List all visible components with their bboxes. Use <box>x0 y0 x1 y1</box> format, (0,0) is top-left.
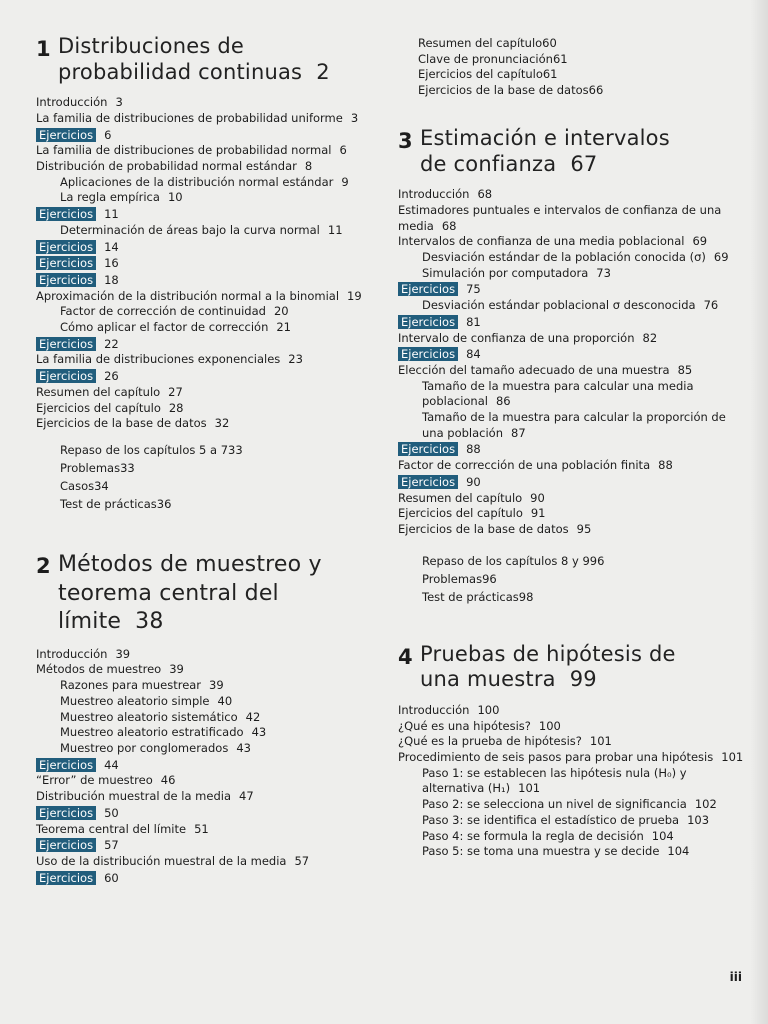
toc-entry <box>398 570 748 588</box>
toc-page-number: 90 <box>466 474 481 489</box>
toc-entry <box>398 458 748 474</box>
toc-entry-text: La regla empírica <box>60 190 160 205</box>
toc-entry-text: Distribución de probabilidad normal estándar <box>36 159 297 174</box>
toc-page-number: 73 <box>596 265 611 280</box>
toc-page-number: 50 <box>104 805 119 820</box>
toc-subentry <box>398 766 748 797</box>
toc-entry <box>398 363 748 379</box>
toc-entry-text: Muestreo aleatorio simple <box>60 693 210 708</box>
toc-entry-text: Ejercicios de la base de datos <box>36 416 207 431</box>
exercises-badge: Ejercicios <box>36 256 96 270</box>
toc-entry-text: Introducción <box>36 646 108 661</box>
toc-entry <box>36 441 386 459</box>
chapter-number: 2 <box>36 553 51 578</box>
exercises-entry <box>398 281 748 298</box>
toc-entry-text: Casos <box>60 478 95 493</box>
toc-entry-text: Elección del tamaño adecuado de una muestra <box>398 362 670 377</box>
exercises-badge: Ejercicios <box>36 758 96 772</box>
exercises-entry <box>36 336 386 353</box>
exercises-entry <box>36 757 386 774</box>
toc-page-number: 69 <box>713 250 729 265</box>
chapter-3-heading <box>398 126 748 187</box>
exercises-entry <box>36 127 386 144</box>
toc-subentry <box>36 175 386 191</box>
left-column <box>36 34 386 886</box>
toc-entry <box>36 773 386 789</box>
toc-page-number: 101 <box>589 734 612 749</box>
toc-entry-text: Repaso de los capítulos 8 y 9 <box>422 553 590 568</box>
review-list <box>398 552 748 606</box>
toc-page-number: 39 <box>209 678 224 693</box>
toc-entry-text: Razones para muestrear <box>60 678 202 693</box>
chapter-3-section <box>398 126 748 606</box>
toc-page-number: 11 <box>104 207 119 222</box>
toc-entry-text: Factor de corrección de una población finita <box>398 458 651 473</box>
toc-entry-text: Métodos de muestreo <box>36 662 162 677</box>
toc-entry-text: Repaso de los capítulos 5 a 7 <box>60 442 229 457</box>
toc-page-number: 39 <box>115 646 131 661</box>
toc-entry <box>418 83 748 99</box>
toc-entry <box>398 506 748 522</box>
toc-entry-text: Paso 5: se toma una muestra y se decide <box>422 844 660 859</box>
toc-page-number: 6 <box>104 127 112 142</box>
toc-page-number: 10 <box>167 190 183 205</box>
toc-page-number: 57 <box>104 838 119 853</box>
toc-entry-text: La familia de distribuciones exponenciales <box>36 352 281 367</box>
toc-entry <box>418 52 748 68</box>
toc-subentry <box>398 379 748 410</box>
toc-entry-text: Tamaño de la muestra para calcular la proporción de una población <box>422 410 726 440</box>
toc-page-number: 91 <box>530 506 546 521</box>
toc-entry-text: Introducción <box>398 187 470 202</box>
chapter-1-heading <box>36 34 386 95</box>
toc-entry-text: Paso 3: se identifica el estadístico de prueba <box>422 812 680 827</box>
toc-page-number: 102 <box>694 797 717 812</box>
exercises-badge: Ejercicios <box>398 282 458 296</box>
toc-page-number: 21 <box>276 320 291 335</box>
toc-page-number: 23 <box>288 352 303 367</box>
toc-entry <box>398 491 748 507</box>
chapter-title-line: límite <box>58 609 122 635</box>
chapter-title-line: de confianza <box>420 151 557 176</box>
toc-subentry <box>36 678 386 694</box>
toc-page-number: 16 <box>104 256 119 271</box>
toc-entry-text: Clave de pronunciación <box>418 51 553 66</box>
chapter-2-end-list <box>418 36 748 98</box>
toc-subentry <box>36 320 386 336</box>
toc-page-number: 96 <box>482 571 497 586</box>
toc-page-number: 66 <box>588 82 604 97</box>
exercises-badge: Ejercicios <box>398 315 458 329</box>
chapter-title <box>420 642 676 693</box>
toc-entry-text: Resumen del capítulo <box>418 36 543 50</box>
exercises-badge: Ejercicios <box>36 240 96 254</box>
toc-subentry <box>36 694 386 710</box>
toc-page-number: 101 <box>721 750 744 765</box>
toc-entry <box>36 385 386 401</box>
page-edge-shadow <box>750 0 768 1024</box>
toc-page-number: 60 <box>542 36 557 50</box>
toc-entry-text: Paso 2: se selecciona un nivel de significancia <box>422 797 687 812</box>
toc-page-number: 44 <box>104 757 119 772</box>
toc-entry-text: Introducción <box>36 95 108 110</box>
toc-entry <box>36 662 386 678</box>
toc-entry-text: Teorema central del límite <box>36 821 187 836</box>
toc-page-number: 9 <box>341 174 349 189</box>
toc-page-number: 75 <box>466 282 481 297</box>
review-list <box>36 441 386 513</box>
chapter-title-line: Estimación e intervalos <box>420 126 670 150</box>
toc-page-number: 95 <box>576 521 592 536</box>
toc-entry-text: Determinación de áreas bajo la curva normal <box>60 222 320 237</box>
exercises-badge: Ejercicios <box>36 337 96 351</box>
toc-page-number: 87 <box>511 425 526 440</box>
toc-entry-text: Desviación estándar poblacional σ desconocida <box>422 298 696 313</box>
toc-subentry <box>398 829 748 845</box>
toc-entry-text: Problemas <box>422 571 483 586</box>
toc-page-number: 68 <box>477 187 493 202</box>
toc-page-number: 85 <box>677 362 693 377</box>
exercises-entry <box>36 206 386 223</box>
toc-page-number: 36 <box>156 496 172 511</box>
toc-entry <box>36 143 386 159</box>
toc-entry-text: Estimadores puntuales e intervalos de confianza de una media <box>398 202 722 233</box>
toc-entry-text: Ejercicios de la base de datos <box>398 521 569 536</box>
toc-page-number: 28 <box>168 400 184 415</box>
toc-entry <box>36 289 386 305</box>
toc-entry <box>398 203 748 234</box>
chapter-title-line: Métodos de muestreo y <box>58 551 322 577</box>
toc-page-number: 19 <box>347 288 362 303</box>
toc-subentry <box>36 710 386 726</box>
toc-page-number: 43 <box>236 740 251 755</box>
toc-page-number: 22 <box>104 336 119 351</box>
chapter-title-line: una muestra <box>420 667 556 692</box>
toc-entry-text: Simulación por computadora <box>422 265 589 280</box>
toc-entry <box>418 36 748 52</box>
toc-page-number: 20 <box>273 304 289 319</box>
toc-entry <box>36 854 386 870</box>
toc-page-number: 33 <box>228 442 243 457</box>
toc-page-number: 84 <box>466 347 481 362</box>
toc-page-number: 11 <box>327 222 343 237</box>
toc-page-number: 61 <box>552 51 568 66</box>
toc-list <box>36 647 386 887</box>
toc-page-number: 14 <box>104 239 119 254</box>
toc-page-number: 76 <box>703 298 719 313</box>
toc-list <box>398 187 748 537</box>
exercises-badge: Ejercicios <box>36 838 96 852</box>
toc-page-number: 104 <box>667 844 690 859</box>
toc-page-number: 98 <box>518 589 534 604</box>
toc-entry <box>398 750 748 766</box>
toc-entry <box>398 331 748 347</box>
toc-entry <box>36 647 386 663</box>
toc-page-number: 101 <box>518 781 541 796</box>
exercises-entry <box>36 837 386 854</box>
toc-entry <box>36 401 386 417</box>
toc-page-number: 96 <box>589 553 605 568</box>
toc-page-number: 34 <box>94 478 109 493</box>
toc-entry <box>398 588 748 606</box>
exercises-entry <box>398 346 748 363</box>
toc-entry-text: Resumen del capítulo <box>398 490 523 505</box>
toc-entry <box>398 234 748 250</box>
toc-entry <box>398 734 748 750</box>
exercises-badge: Ejercicios <box>36 871 96 885</box>
exercises-entry <box>36 239 386 256</box>
toc-page-number: 18 <box>104 272 119 287</box>
toc-entry <box>36 111 386 127</box>
chapter-2-heading <box>36 551 386 647</box>
toc-entry-text: Cómo aplicar el factor de corrección <box>60 320 269 335</box>
toc-entry <box>36 159 386 175</box>
toc-list <box>398 703 748 860</box>
toc-page-number: 90 <box>530 490 545 505</box>
toc-page-number: 100 <box>477 702 500 717</box>
toc-entry-text: Resumen del capítulo <box>36 384 161 399</box>
toc-page-number: 81 <box>466 314 481 329</box>
toc-subentry <box>398 298 748 314</box>
toc-page-number: 88 <box>658 458 673 473</box>
chapter-page: 38 <box>135 609 164 635</box>
toc-page-number: 100 <box>538 718 561 733</box>
toc-page-number: 60 <box>104 870 119 885</box>
exercises-entry <box>398 441 748 458</box>
toc-page-number: 68 <box>441 218 457 233</box>
toc-entry-text: Factor de corrección de continuidad <box>60 304 266 319</box>
toc-page-number: 40 <box>217 693 233 708</box>
toc-entry-text: Ejercicios del capítulo <box>36 400 161 415</box>
toc-subentry <box>36 304 386 320</box>
toc-entry-text: Problemas <box>60 460 121 475</box>
toc-entry-text: Muestreo aleatorio sistemático <box>60 709 238 724</box>
toc-entry-text: ¿Qué es la prueba de hipótesis? <box>398 734 582 749</box>
chapter-number: 1 <box>36 37 51 61</box>
exercises-entry <box>398 474 748 491</box>
chapter-page: 99 <box>569 667 597 692</box>
toc-page-number: 32 <box>214 416 230 431</box>
toc-entry-text: La familia de distribuciones de probabilidad normal <box>36 143 332 158</box>
chapter-4-section <box>398 642 748 860</box>
toc-page-number: 61 <box>542 67 558 81</box>
exercises-entry <box>36 805 386 822</box>
toc-entry-text: Introducción <box>398 702 470 717</box>
toc-entry <box>36 477 386 495</box>
toc-entry-text: Intervalo de confianza de una proporción <box>398 330 635 345</box>
toc-page-number: 39 <box>169 662 184 677</box>
chapter-number: 4 <box>398 644 413 669</box>
toc-entry-text: Ejercicios de la base de datos <box>418 82 589 97</box>
toc-entry-text: Muestreo aleatorio estratificado <box>60 725 244 740</box>
toc-entry <box>36 95 386 111</box>
toc-entry <box>418 67 748 83</box>
page-number: iii <box>729 970 742 984</box>
chapter-title <box>58 34 330 85</box>
toc-entry <box>398 552 748 570</box>
exercises-badge: Ejercicios <box>36 273 96 287</box>
toc-page-number: 46 <box>160 773 176 788</box>
chapter-2-section <box>36 551 386 886</box>
toc-entry <box>398 719 748 735</box>
toc-entry-text: Distribución muestral de la media <box>36 789 232 804</box>
chapter-number: 3 <box>398 129 413 153</box>
toc-entry-text: Ejercicios del capítulo <box>398 506 523 521</box>
toc-entry-text: Aproximación de la distribución normal a la binomial <box>36 288 340 303</box>
toc-subentry <box>398 813 748 829</box>
toc-page-number: 6 <box>339 143 347 158</box>
toc-entry-text: Tamaño de la muestra para calcular una media poblacional <box>422 378 694 409</box>
toc-entry-text: Test de prácticas <box>60 496 157 511</box>
chapter-page: 2 <box>316 59 330 84</box>
toc-entry <box>398 703 748 719</box>
exercises-badge: Ejercicios <box>36 128 96 142</box>
toc-entry <box>36 459 386 477</box>
exercises-badge: Ejercicios <box>398 347 458 361</box>
toc-list <box>36 95 386 432</box>
toc-page-number: 3 <box>115 95 123 110</box>
chapter-title-line: probabilidad continuas <box>58 59 303 84</box>
toc-page-number: 26 <box>104 369 119 384</box>
toc-page-number: 33 <box>120 460 135 475</box>
toc-subentry <box>398 797 748 813</box>
toc-entry-text: Intervalos de confianza de una media poblacional <box>398 234 685 249</box>
toc-entry <box>36 822 386 838</box>
toc-entry-text: La familia de distribuciones de probabilidad uniforme <box>36 110 343 125</box>
chapter-page: 67 <box>570 151 598 176</box>
chapter-title <box>58 551 322 637</box>
toc-entry-text: Paso 4: se formula la regla de decisión <box>422 828 644 843</box>
toc-page-number: 82 <box>642 330 658 345</box>
toc-page-number: 43 <box>251 725 267 740</box>
toc-subentry <box>36 741 386 757</box>
toc-entry-text: Aplicaciones de la distribución normal estándar <box>60 174 334 189</box>
exercises-badge: Ejercicios <box>398 475 458 489</box>
toc-entry-text: Ejercicios del capítulo <box>418 67 543 81</box>
toc-page-number: 69 <box>692 234 708 249</box>
chapter-title-line: teorema central del <box>58 580 279 606</box>
exercises-entry <box>36 255 386 272</box>
exercises-badge: Ejercicios <box>36 369 96 383</box>
toc-entry <box>36 789 386 805</box>
toc-entry-text: “Error” de muestreo <box>36 773 153 788</box>
toc-page-number: 86 <box>495 394 511 409</box>
exercises-badge: Ejercicios <box>36 806 96 820</box>
toc-entry-text: Muestreo por conglomerados <box>60 740 229 755</box>
chapter-title-line: Distribuciones de <box>58 34 245 58</box>
toc-entry <box>36 495 386 513</box>
exercises-badge: Ejercicios <box>398 442 458 456</box>
chapter-title-line: Pruebas de hipótesis de <box>420 641 676 666</box>
chapter-1-section <box>36 34 386 513</box>
exercises-entry <box>36 870 386 887</box>
toc-entry-text: Uso de la distribución muestral de la media <box>36 853 287 868</box>
exercises-entry <box>36 368 386 385</box>
toc-subentry <box>398 410 748 441</box>
exercises-badge: Ejercicios <box>36 207 96 221</box>
toc-page-number: 57 <box>294 853 310 868</box>
toc-entry <box>398 187 748 203</box>
toc-page-number: 103 <box>687 812 710 827</box>
toc-entry-text: Paso 1: se establecen las hipótesis nula (H₀) y alternativa (H₁) <box>422 765 687 796</box>
toc-page-number: 3 <box>350 110 359 125</box>
toc-subentry <box>398 844 748 860</box>
toc-page-number: 8 <box>304 159 313 174</box>
toc-page-number: 51 <box>194 821 209 836</box>
toc-page-number: 47 <box>239 789 254 804</box>
toc-subentry <box>36 725 386 741</box>
exercises-entry <box>398 314 748 331</box>
toc-entry-text: Procedimiento de seis pasos para probar una hipótesis <box>398 750 714 765</box>
right-column <box>398 36 748 860</box>
toc-page-number: 88 <box>466 442 481 457</box>
toc-entry-text: Desviación estándar de la población conocida (σ) <box>422 250 706 265</box>
toc-entry <box>36 352 386 368</box>
chapter-4-heading <box>398 642 748 703</box>
chapter-title <box>420 126 670 177</box>
toc-page-number: 42 <box>245 709 261 724</box>
toc-subentry <box>398 266 748 282</box>
toc-entry-text: ¿Qué es una hipótesis? <box>398 718 531 733</box>
toc-entry <box>398 522 748 538</box>
toc-subentry <box>398 250 748 266</box>
toc-entry <box>36 416 386 432</box>
toc-subentry <box>36 223 386 239</box>
toc-page-number: 104 <box>651 828 674 843</box>
toc-page-number: 27 <box>168 384 183 399</box>
toc-entry-text: Test de prácticas <box>422 589 519 604</box>
toc-subentry <box>36 190 386 206</box>
exercises-entry <box>36 272 386 289</box>
